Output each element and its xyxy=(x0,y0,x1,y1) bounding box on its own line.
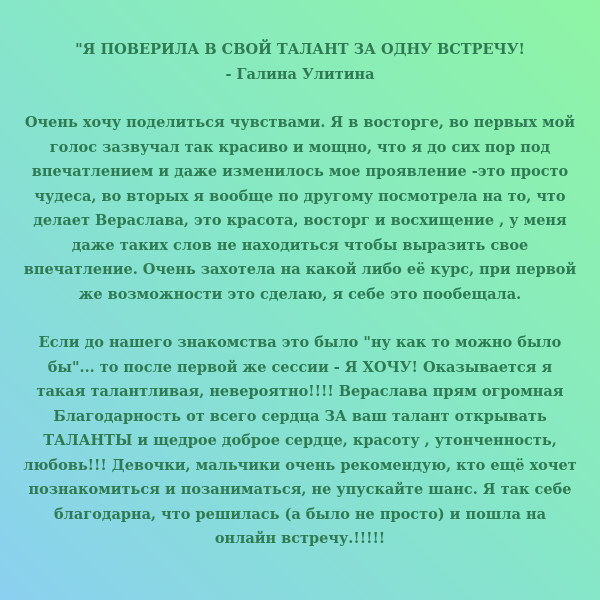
testimonial-card xyxy=(22,38,578,552)
testimonial-paragraph-1: Очень хочу поделиться чувствами. Я в восторге, во первых мой голос зазвучал так красиво и мощно, что я до сих пор под впечатлением и даже изменилось мое проявление -это просто чудеса, во вторых я вообще по другому посмотрела на то, что делает Верaслава, это красота, восторг и восхищение , у меня даже таких слов не находиться чтобы выразить свое впечатление. Очень захотела на какой либо её курс, при первой же возможности это сделаю, я себе это пообещала. xyxy=(23,114,577,303)
testimonial-author: - Галина Улитина xyxy=(225,65,375,83)
testimonial-paragraph-2: Если до нашего знакомства это было "ну как то можно было бы"... то после первой же сессии - Я ХОЧУ! Оказывается я такая талантливая, невероятно!!!! Верaслава прям огромная Благодарность от всего сердца ЗА ваш талант открывать ТАЛАНТЫ и щедрое доброе сердце, красоту , утонченность, любовь!!! Девочки, мальчики очень рекомендую, кто ещё хочет познакомиться и позаниматься, не упускайте шанс. Я так себе благодарна, что решилась (а было не просто) и пошла на онлайн встречу.!!!!! xyxy=(23,334,577,547)
testimonial-headline: "Я ПОВЕРИЛА В СВОЙ ТАЛАНТ ЗА ОДНУ ВСТРЕЧУ! xyxy=(75,41,525,58)
testimonial-header xyxy=(22,38,578,87)
